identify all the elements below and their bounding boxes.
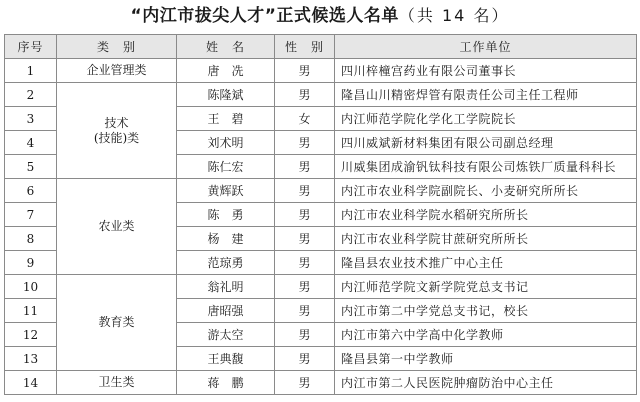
- category-cell: [57, 59, 177, 83]
- row-gender: 男: [275, 299, 335, 323]
- row-name: 杨 建: [177, 227, 275, 251]
- row-name: 刘术明: [177, 131, 275, 155]
- page-title: [0, 2, 640, 30]
- category-cell: [57, 275, 177, 371]
- row-unit: 川威集团成渝钒钛科技有限公司炼铁厂质量科科长: [335, 155, 637, 179]
- row-gender: 男: [275, 131, 335, 155]
- row-no: 7: [5, 203, 57, 227]
- row-unit: 内江市农业科学院甘蔗研究所所长: [335, 227, 637, 251]
- row-no: 14: [5, 371, 57, 395]
- title-text: “内江市拔尖人才”正式候选人名单: [130, 6, 399, 26]
- row-gender: 男: [275, 83, 335, 107]
- row-unit: 隆昌县农业技术推广中心主任: [335, 251, 637, 275]
- row-name: 范琼勇: [177, 251, 275, 275]
- row-no: 12: [5, 323, 57, 347]
- row-name: 翁礼明: [177, 275, 275, 299]
- table-row: [5, 275, 637, 299]
- table-header-row: [5, 35, 637, 59]
- row-unit: 内江市第二中学党总支书记，校长: [335, 299, 637, 323]
- category-label: 企业管理类: [86, 63, 147, 77]
- row-unit: 四川梓橦宫药业有限公司董事长: [335, 59, 637, 83]
- row-gender: 男: [275, 203, 335, 227]
- table-row: [5, 371, 637, 395]
- row-no: 9: [5, 251, 57, 275]
- row-no: 1: [5, 59, 57, 83]
- header-category: 类 别: [57, 35, 177, 59]
- row-gender: 男: [275, 155, 335, 179]
- row-gender: 男: [275, 59, 335, 83]
- row-no: 2: [5, 83, 57, 107]
- table-row: [5, 59, 637, 83]
- row-name: 王 碧: [177, 107, 275, 131]
- row-unit: 隆昌山川精密焊管有限责任公司主任工程师: [335, 83, 637, 107]
- row-unit: 内江市农业科学院副院长、小麦研究所所长: [335, 179, 637, 203]
- category-sublabel: (技能)类: [93, 130, 140, 145]
- row-no: 6: [5, 179, 57, 203]
- header-gender: 性 别: [275, 35, 335, 59]
- row-gender: 男: [275, 371, 335, 395]
- row-gender: 男: [275, 251, 335, 275]
- title-count: （共 14 名）: [398, 6, 510, 25]
- row-unit: 内江市第二人民医院肿瘤防治中心主任: [335, 371, 637, 395]
- category-label: 教育类: [98, 315, 135, 329]
- candidate-table: [4, 34, 637, 395]
- row-name: 游太空: [177, 323, 275, 347]
- row-name: 蒋 鹏: [177, 371, 275, 395]
- row-unit: 内江市第六中学高中化学教师: [335, 323, 637, 347]
- header-no: 序号: [5, 35, 57, 59]
- category-label: 技术: [104, 115, 129, 130]
- row-no: 13: [5, 347, 57, 371]
- row-gender: 男: [275, 323, 335, 347]
- row-no: 3: [5, 107, 57, 131]
- row-unit: 内江市农业科学院水稻研究所所长: [335, 203, 637, 227]
- row-name: 唐 冼: [177, 59, 275, 83]
- header-name: 姓 名: [177, 35, 275, 59]
- row-no: 5: [5, 155, 57, 179]
- row-name: 黄辉跃: [177, 179, 275, 203]
- row-no: 4: [5, 131, 57, 155]
- category-label: 卫生类: [98, 375, 135, 389]
- row-no: 11: [5, 299, 57, 323]
- row-no: 10: [5, 275, 57, 299]
- category-cell: [57, 179, 177, 275]
- row-gender: 男: [275, 227, 335, 251]
- header-unit: 工作单位: [335, 35, 637, 59]
- row-gender: 男: [275, 275, 335, 299]
- category-label: 农业类: [98, 219, 135, 233]
- row-gender: 男: [275, 347, 335, 371]
- row-name: 陈隆斌: [177, 83, 275, 107]
- table-row: [5, 179, 637, 203]
- row-name: 唐昭强: [177, 299, 275, 323]
- row-gender: 女: [275, 107, 335, 131]
- row-unit: 隆昌县第一中学教师: [335, 347, 637, 371]
- row-unit: 内江师范学院化学化工学院院长: [335, 107, 637, 131]
- row-name: 王典馥: [177, 347, 275, 371]
- table-row: [5, 83, 637, 107]
- row-gender: 男: [275, 179, 335, 203]
- row-name: 陈 勇: [177, 203, 275, 227]
- row-unit: 内江师范学院文新学院党总支书记: [335, 275, 637, 299]
- row-no: 8: [5, 227, 57, 251]
- row-name: 陈仁宏: [177, 155, 275, 179]
- category-cell: [57, 83, 177, 179]
- row-unit: 四川威斌新材料集团有限公司副总经理: [335, 131, 637, 155]
- category-cell: [57, 371, 177, 395]
